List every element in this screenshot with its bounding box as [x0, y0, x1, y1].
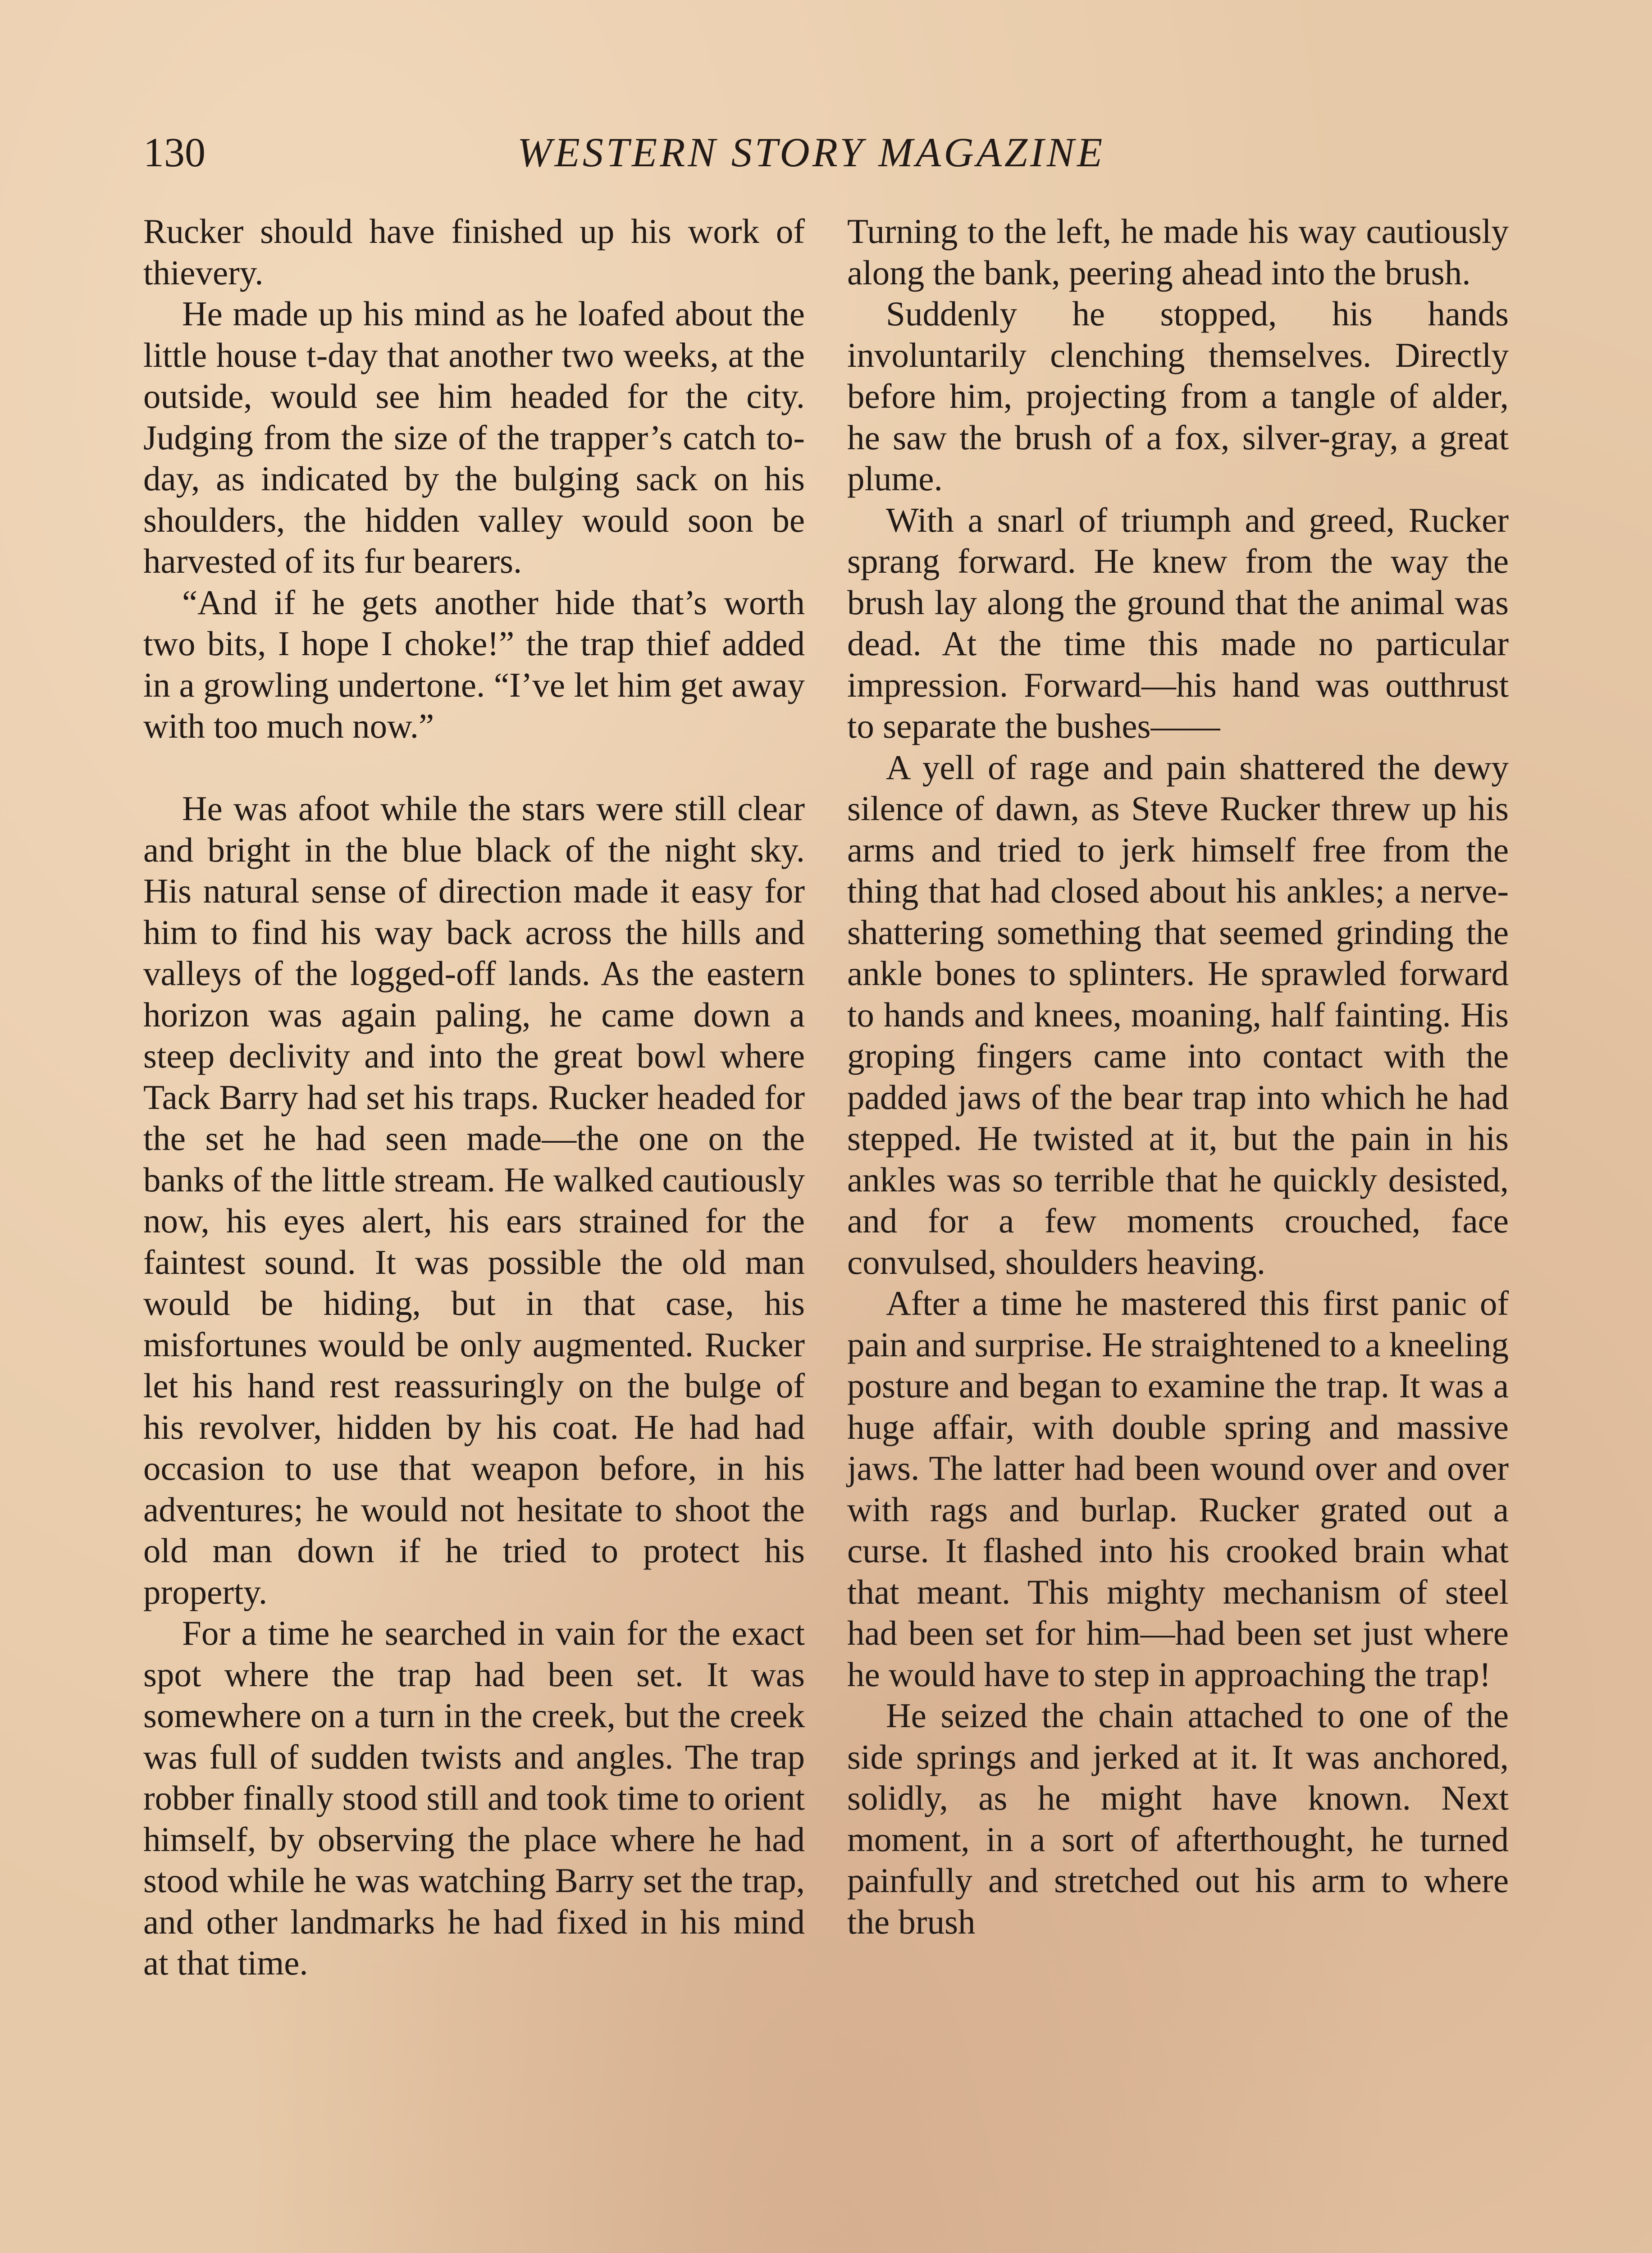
paragraph: Rucker should have finished up his work of thievery. [143, 212, 805, 292]
paragraph: He made up his mind as he loafed about the little house t-day that another two weeks, at the outside, would see him headed for the city. Judging from the size of the trapper’s catch to-day, as indicated by the bulging sack on his shoulders, the hidden valley would soon be harvested of its fur bearers. [143, 294, 805, 580]
page-header [143, 128, 1486, 192]
paragraph: With a snarl of triumph and greed, Rucker sprang forward. He knew from the way the brush lay along the ground that the animal was dead. At the time this made no particular impression. Forward—his hand was outthrust to separate the bushes—— [847, 500, 1509, 745]
right-column [847, 211, 1509, 1943]
paragraph: A yell of rage and pain shattered the dewy silence of dawn, as Steve Rucker threw up his arms and tried to jerk himself free from the thing that had closed about his ankles; a nerve-shattering something that seemed grinding the ankle bones to splinters. He sprawled forward to hands and knees, moaning, half fainting. His groping fingers came into contact with the padded jaws of the bear trap into which he had stepped. He twisted at it, but the pain in his ankles was so terrible that he quickly desisted, and for a few moments crouched, face convulsed, shoulders heaving. [847, 748, 1509, 1282]
paragraph: After a time he mastered this first panic of pain and surprise. He straightened to a kneeling posture and began to examine the trap. It was a huge affair, with double spring and massive jaws. The latter had been wound over and over with rags and burlap. Rucker grated out a curse. It flashed into his crooked brain what that meant. This mighty mechanism of steel had been set for him—had been set just where he would have to step in approaching the trap! [847, 1284, 1509, 1694]
magazine-title: WESTERN STORY MAGAZINE [517, 129, 1105, 175]
left-column [143, 211, 805, 1984]
paragraph: For a time he searched in vain for the exact spot where the trap had been set. It was somewhere on a turn in the creek, but the creek was full of sudden twists and angles. The trap robber finally stood still and took time to orient himself, by observing the place where he had stood while he was watching Barry set the trap, and other landmarks he had fixed in his mind at that time. [143, 1614, 805, 1982]
paragraph: Suddenly he stopped, his hands involuntarily clenching themselves. Directly before him, projecting from a tangle of alder, he saw the brush of a fox, silver-gray, a great plume. [847, 294, 1509, 498]
paragraph: Turning to the left, he made his way cautiously along the bank, peering ahead into the brush. [847, 212, 1509, 292]
paragraph: “And if he gets another hide that’s worth two bits, I hope I choke!” the trap thief added in a growling undertone. “I’ve let him get away with too much now.” [143, 583, 805, 745]
paragraph: He was afoot while the stars were still clear and bright in the blue black of the night sky. His natural sense of direction made it easy for him to find his way back across the hills and valleys of the logged-off lands. As the eastern horizon was again paling, he came down a steep declivity and into the great bowl where Tack Barry had set his traps. Rucker headed for the set he had seen made—the one on the banks of the little stream. He walked cautiously now, his eyes alert, his ears strained for the faintest sound. It was possible the old man would be hiding, but in that case, his misfortunes would be only augmented. Rucker let his hand rest reassuringly on the bulge of his revolver, hidden by his coat. He had had occasion to use that weapon before, in his adventures; he would not hesitate to shoot the old man down if he tried to protect his property. [143, 789, 805, 1611]
page-number: 130 [143, 129, 205, 175]
paragraph: He seized the chain attached to one of the side springs and jerked at it. It was anchored, solidly, as he might have known. Next moment, in a sort of afterthought, he turned painfully and stretched out his arm to where the brush [847, 1696, 1509, 1941]
